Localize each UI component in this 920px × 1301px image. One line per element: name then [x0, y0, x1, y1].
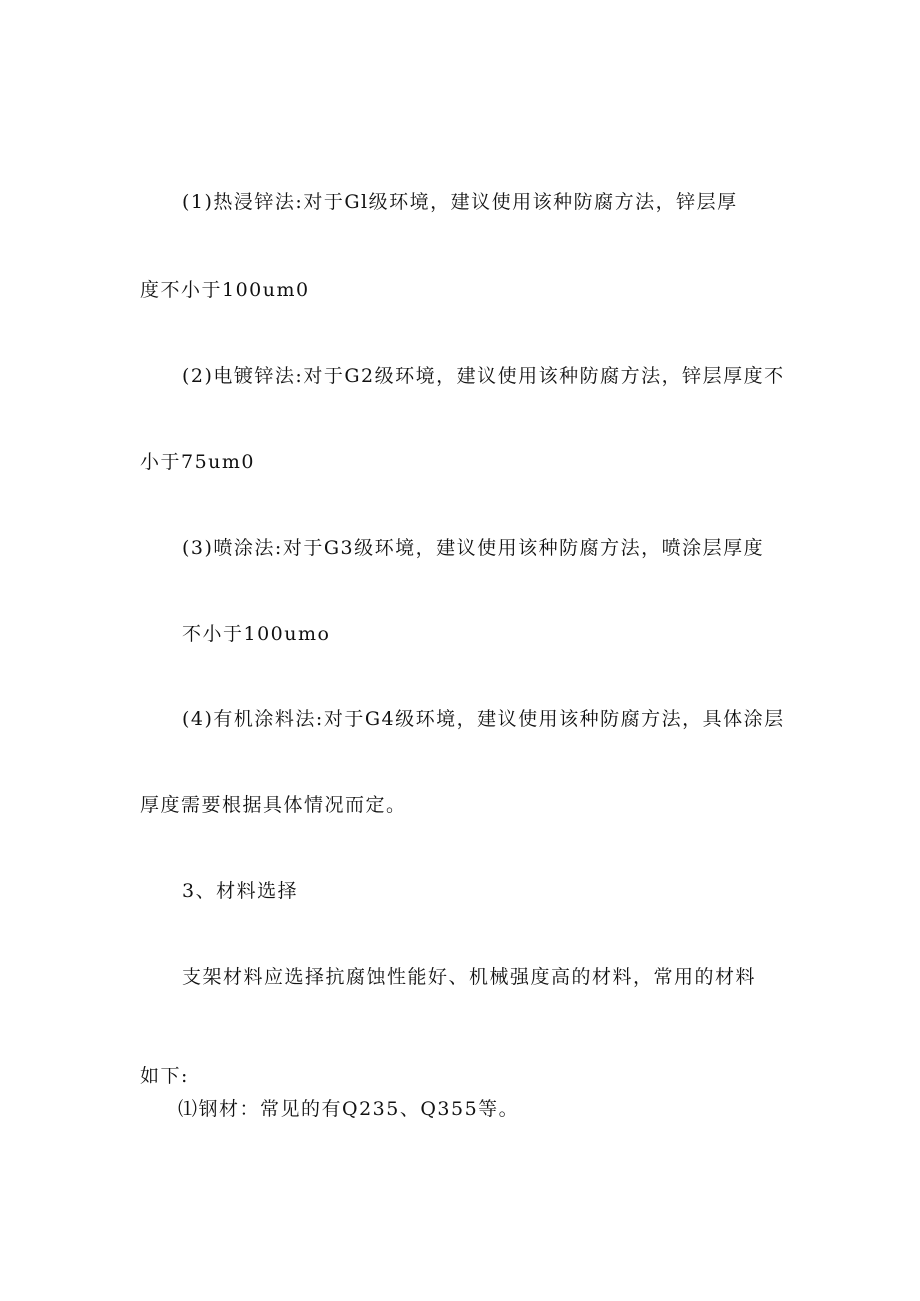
section-heading-material-selection: 3、材料选择 — [182, 880, 299, 902]
paragraph-hot-dip-galvanizing-continued: 度不小于100um0 — [140, 279, 310, 301]
paragraph-electro-galvanizing: (2)电镀锌法:对于G2级环境，建议使用该种防腐方法，锌层厚度不 — [182, 365, 785, 387]
paragraph-electro-galvanizing-continued: 小于75um0 — [140, 451, 256, 473]
paragraph-spray-coating-continued: 不小于100umo — [182, 623, 331, 645]
paragraph-spray-coating: (3)喷涂法:对于G3级环境，建议使用该种防腐方法，喷涂层厚度 — [182, 537, 765, 559]
paragraph-organic-coating-continued: 厚度需要根据具体情况而定。 — [140, 794, 407, 816]
paragraph-hot-dip-galvanizing: (1)热浸锌法:对于Gl级环境，建议使用该种防腐方法，锌层厚 — [182, 191, 738, 213]
paragraph-material-intro-continued: 如下: — [140, 1065, 189, 1087]
paragraph-organic-coating: (4)有机涂料法:对于G4级环境，建议使用该种防腐方法，具体涂层 — [182, 708, 785, 730]
list-item-steel: ⑴钢材：常见的有Q235、Q355等。 — [178, 1098, 520, 1120]
paragraph-material-intro: 支架材料应选择抗腐蚀性能好、机械强度高的材料，常用的材料 — [182, 966, 757, 988]
